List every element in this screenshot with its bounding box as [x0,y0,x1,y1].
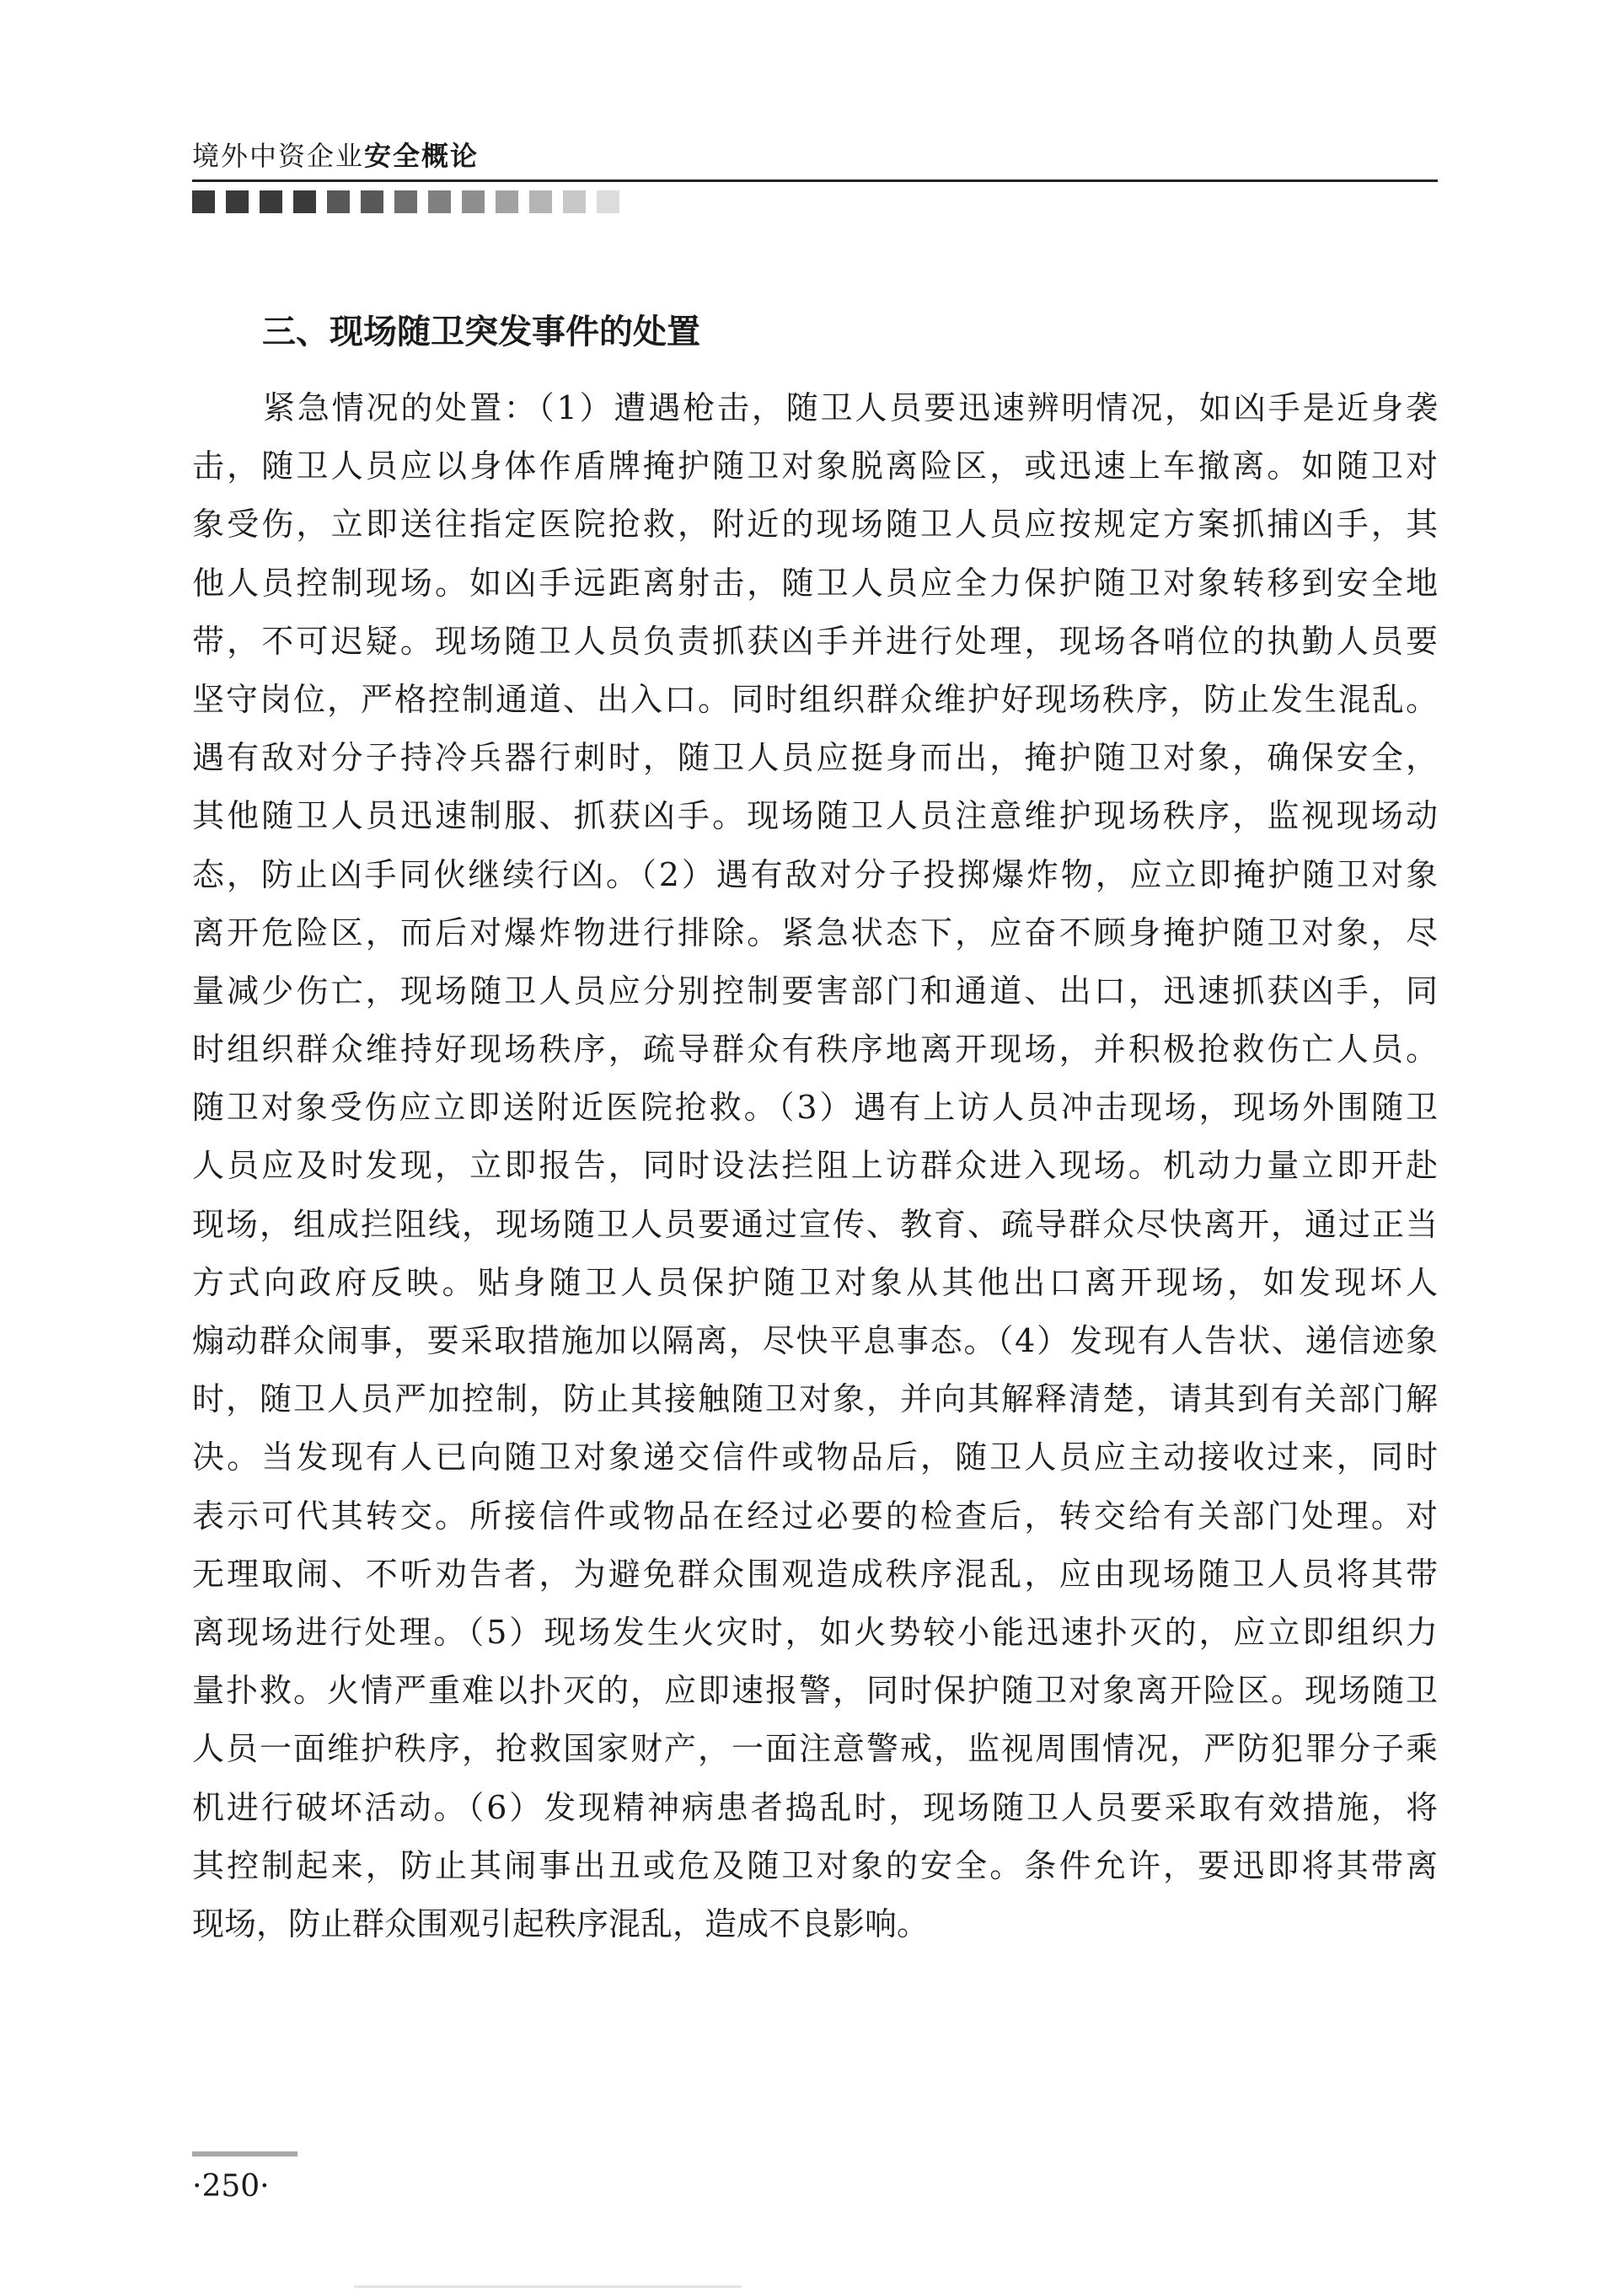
body-line: 现场，组成拦阻线，现场随卫人员要通过宣传、教育、疏导群众尽快离开，通过正当 [192,1205,1438,1243]
body-line: 机进行破坏活动。（6）发现精神病患者捣乱时，现场随卫人员要采取有效措施，将 [192,1788,1438,1826]
header-square [394,190,417,213]
body-line: 遇有敌对分子持冷兵器行刺时，随卫人员应挺身而出，掩护随卫对象，确保安全， [192,739,1438,777]
body-line: 量减少伤亡，现场随卫人员应分别控制要害部门和通道、出口，迅速抓获凶手，同 [192,972,1438,1010]
body-line: 人员一面维护秩序，抢救国家财产，一面注意警戒，监视周围情况，严防犯罪分子乘 [192,1730,1438,1768]
running-header [192,135,479,174]
book-title-prefix: 境外中资企业 [192,140,365,172]
body-line: 决。当发现有人已向随卫对象递交信件或物品后，随卫人员应主动接收过来，同时 [192,1438,1438,1476]
header-square [529,190,552,213]
header-square [361,190,383,213]
header-rule [192,179,1438,182]
body-line: 他人员控制现场。如凶手远距离射击，随卫人员应全力保护随卫对象转移到安全地 [192,564,1438,602]
page-number: ·250· [192,2169,270,2204]
body-line: 态，防止凶手同伙继续行凶。（2）遇有敌对分子投掷爆炸物，应立即掩护随卫对象 [192,855,1438,893]
body-line: 击，随卫人员应以身体作盾牌掩护随卫对象脱离险区，或迅速上车撤离。如随卫对 [192,447,1438,485]
header-square [462,190,485,213]
body-line: 其他随卫人员迅速制服、抓获凶手。现场随卫人员注意维护现场秩序，监视现场动 [192,797,1438,835]
body-line: 离现场进行处理。（5）现场发生火灾时，如火势较小能迅速扑灭的，应立即组织力 [192,1613,1438,1651]
body-line: 煽动群众闹事，要采取措施加以隔离，尽快平息事态。（4）发现有人告状、递信迹象 [192,1322,1438,1359]
body-line: 时组织群众维持好现场秩序，疏导群众有秩序地离开现场，并积极抢救伤亡人员。 [192,1031,1438,1069]
header-square [428,190,451,213]
body-line: 带，不可迟疑。现场随卫人员负责抓获凶手并进行处理，现场各哨位的执勤人员要 [192,622,1438,660]
book-title-suffix: 安全概论 [364,140,480,172]
body-line: 离开危险区，而后对爆炸物进行排除。紧急状态下，应奋不顾身掩护随卫对象，尽 [192,913,1438,951]
footer-rule [192,2151,297,2156]
header-square-strip [192,190,619,213]
header-square [192,190,215,213]
body-line: 随卫对象受伤应立即送附近医院抢救。（3）遇有上访人员冲击现场，现场外围随卫 [192,1089,1438,1127]
body-line: 坚守岗位，严格控制通道、出入口。同时组织群众维护好现场秩序，防止发生混乱。 [192,680,1438,718]
header-square [260,190,282,213]
body-paragraph [192,379,1438,1953]
section-title: 三、现场随卫突发事件的处置 [262,313,700,351]
body-line: 其控制起来，防止其闹事出丑或危及随卫对象的安全。条件允许，要迅即将其带离 [192,1846,1438,1884]
body-line: 时，随卫人员严加控制，防止其接触随卫对象，并向其解释清楚，请其到有关部门解 [192,1380,1438,1418]
header-square [597,190,619,213]
body-line: 方式向政府反映。贴身随卫人员保护随卫对象从其他出口离开现场，如发现坏人 [192,1263,1438,1301]
body-line: 人员应及时发现，立即报告，同时设法拦阻上访群众进入现场。机动力量立即开赴 [192,1147,1438,1185]
bottom-edge-mark [354,2285,742,2288]
body-line: 表示可代其转交。所接信件或物品在经过必要的检查后，转交给有关部门处理。对 [192,1497,1438,1535]
body-line: 量扑救。火情严重难以扑灭的，应即速报警，同时保护随卫对象离开险区。现场随卫 [192,1672,1438,1710]
header-square [496,190,518,213]
header-square [226,190,249,213]
body-line: 紧急情况的处置：（1）遭遇枪击，随卫人员要迅速辨明情况，如凶手是近身袭 [263,389,1438,426]
header-square [327,190,350,213]
header-square [293,190,316,213]
body-line: 象受伤，立即送往指定医院抢救，附近的现场随卫人员应按规定方案抓捕凶手，其 [192,506,1438,544]
header-square [563,190,586,213]
body-line: 无理取闹、不听劝告者，为避免群众围观造成秩序混乱，应由现场随卫人员将其带 [192,1555,1438,1593]
body-line: 现场，防止群众围观引起秩序混乱，造成不良影响。 [192,1905,930,1942]
